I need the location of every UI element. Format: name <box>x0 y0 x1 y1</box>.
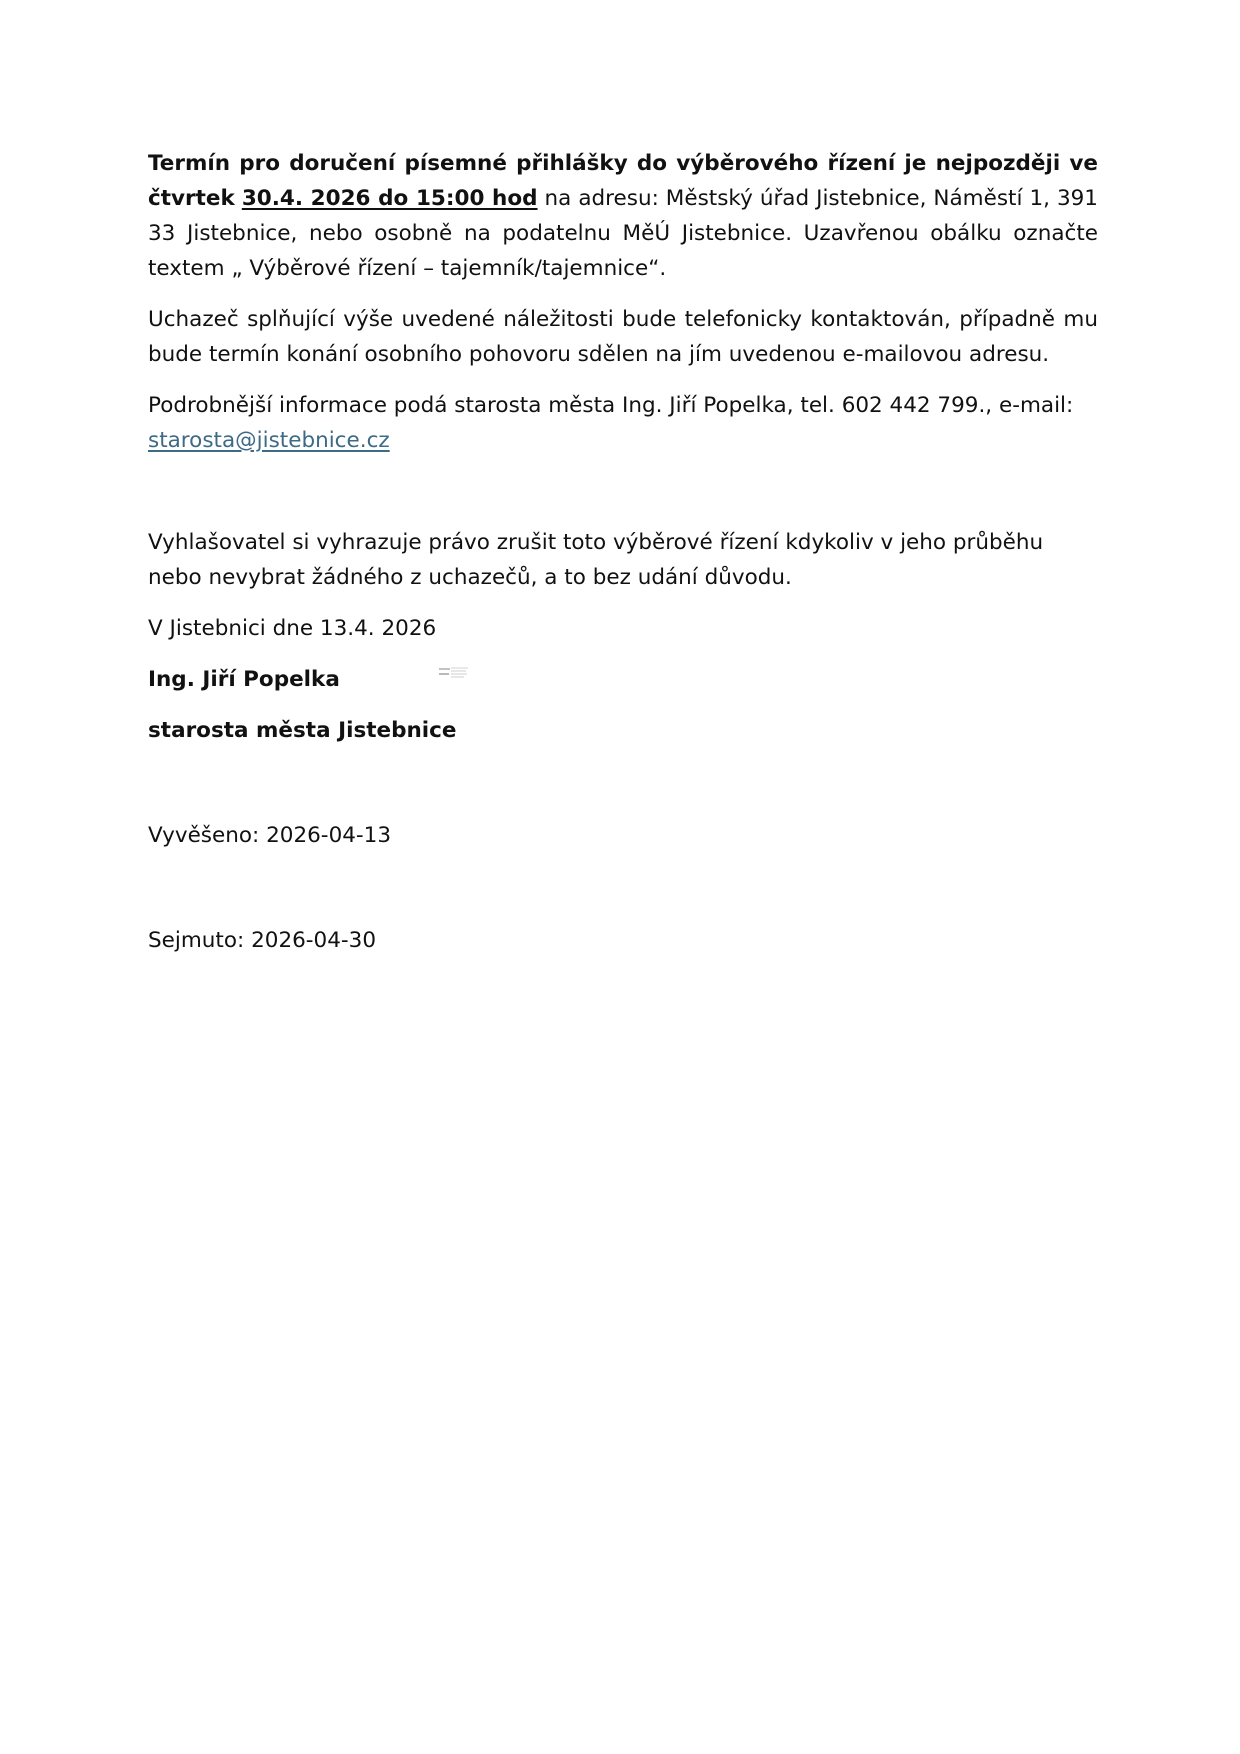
deadline-paragraph <box>148 146 1098 286</box>
removed-date: Sejmuto: 2026-04-30 <box>148 928 377 953</box>
deadline-date: 30.4. 2026 do 15:00 hod <box>241 186 538 211</box>
posted-date: Vyvěšeno: 2026-04-13 <box>148 823 392 848</box>
info-text: Podrobnější informace podá starosta města Ing. Jiří Popelka, tel. 602 442 799., e-mail: <box>148 393 1074 418</box>
signatory-title: starosta města Jistebnice <box>148 718 457 743</box>
signatory-name: Ing. Jiří Popelka <box>148 667 340 692</box>
reservation-paragraph: Vyhlašovatel si vyhrazuje právo zrušit toto výběrové řízení kdykoliv v jeho průběhu nebo nevybrat žádného z uchazečů, a to bez udání důvodu. <box>148 530 1044 590</box>
signatory-row <box>148 662 1098 697</box>
place-date: V Jistebnici dne 13.4. 2026 <box>148 616 437 641</box>
email-link[interactable]: starosta@jistebnice.cz <box>148 428 390 453</box>
deadline-intro: Termín pro doručení písemné přihlášky do výběrového řízení je nejpozději ve čtvrtek <box>148 151 1098 211</box>
deadline-address: na adresu: Městský úřad Jistebnice, Náměstí 1, 391 33 Jistebnice, nebo osobně na podatelnu MěÚ Jistebnice. Uzavřenou obálku označte textem „ Výběrové řízení – tajemník/tajemnice“. <box>148 186 1098 281</box>
contact-paragraph: Uchazeč splňující výše uvedené náležitosti bude telefonicky kontaktován, případně mu bude termín konání osobního pohovoru sdělen na jím uvedenou e-mailovou adresu. <box>148 307 1098 367</box>
notice-body <box>148 146 1098 958</box>
info-paragraph <box>148 388 1098 458</box>
digital-signature-icon <box>438 665 470 683</box>
